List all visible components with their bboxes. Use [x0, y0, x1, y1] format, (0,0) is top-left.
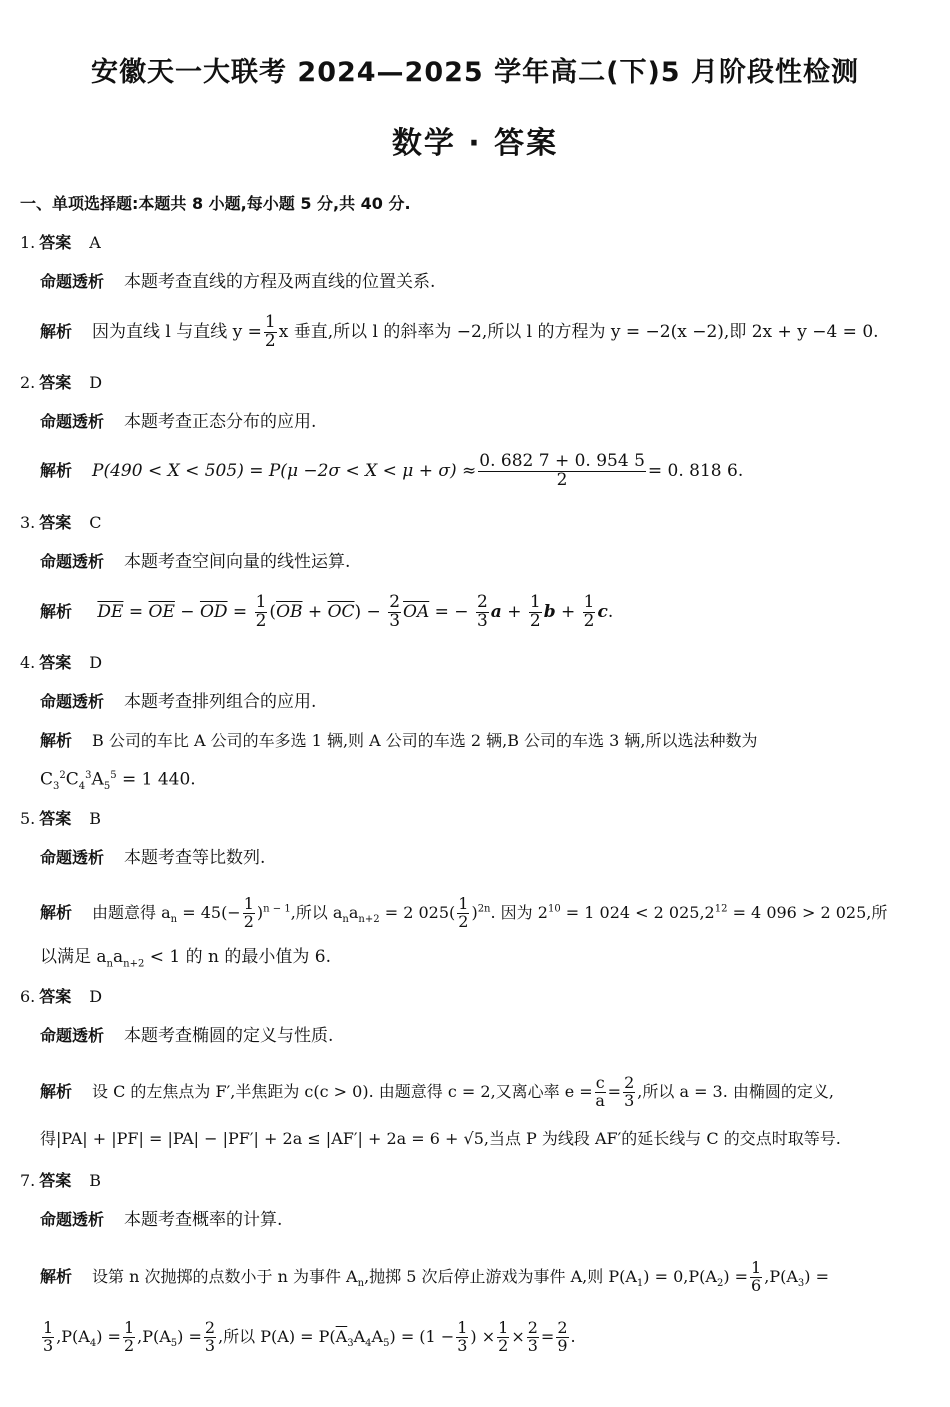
- question-5-header: 5. 答案 B: [20, 809, 102, 828]
- question-1-header: 1. 答案 A: [20, 233, 101, 252]
- question-3-header: 3. 答案 C: [20, 513, 102, 532]
- question-5-analysis: 解析 由题意得 $a_n = 45(-$ $\frac{1}{2}$ )$^{n - 1}$,所以 $a_na_{n+2} = 2$ 025( $\frac{1}{2}$ )$^{2n}$. 因为 $2^{10} = 1$ 024 < 2 025,2$^{12}$ = 4 096 > 2 025,所: [40, 894, 888, 931]
- question-7-analysis: 解析 设第 n 次抛掷的点数小于 n 为事件 $A_n$,抛掷 5 次后停止游戏为事件 A,则 $P(A_1) = 0,P(A_2)$ = $\frac{1}{6}$ $,P(A_3)$ =: [40, 1258, 829, 1295]
- question-2-analysis: 解析 P(490 < X < 505) = P(μ −2σ < X < μ + σ) ≈ $\frac{0. 682 7 + 0. 954 5}{2}$ = 0. 818 6.: [40, 451, 744, 490]
- question-2-intent: 命题透析 本题考查正态分布的应用.: [40, 412, 317, 432]
- page-subtitle: 数学 · 答案: [391, 126, 559, 161]
- question-1-analysis: 解析 因为直线 l 与直线 y = $\frac{1}{2}$ x 垂直,所以 l 的斜率为 −2,所以 l 的方程为 y = −2(x −2),即 2x + y −4 = 0.: [40, 312, 879, 351]
- answer-value: D: [89, 653, 103, 672]
- question-7-intent: 命题透析 本题考查概率的计算.: [40, 1210, 283, 1230]
- question-2-header: 2. 答案 D: [20, 373, 103, 392]
- question-4-analysis: 解析 B 公司的车比 A 公司的车多选 1 辆,则 A 公司的车选 2 辆,B 公司的车选 3 辆,所以选法种数为: [40, 731, 758, 750]
- question-4-analysis-cont: $C_3^2C_4^3A_5^5 = 1$ 440.: [40, 769, 196, 793]
- question-6-intent: 命题透析 本题考查椭圆的定义与性质.: [40, 1026, 334, 1046]
- question-4-intent: 命题透析 本题考查排列组合的应用.: [40, 692, 317, 712]
- question-5-intent: 命题透析 本题考查等比数列.: [40, 848, 266, 868]
- section-heading: 一、单项选择题:本题共 8 小题,每小题 5 分,共 40 分.: [20, 194, 411, 213]
- question-7-analysis-cont: $\frac{1}{3}$ $,P(A_4)$ = $\frac{1}{2}$ $,P(A_5)$ = $\frac{2}{3}$ ,所以 $P(A) = P(\overline{A}_3A_4A_5) = (1$ − $\frac{1}{3}$ ) × $\frac{1}{2}$ × $\frac{2}{3}$ = $\frac{2}{9}$ .: [43, 1318, 576, 1355]
- answer-value: D: [89, 987, 103, 1006]
- question-3-analysis: 解析 $\overline{DE} = \overline{OE} - \overline{OD}$ = $\frac{1}{2}$ $(\overline{OB} + \overline{OC})$ − $\frac{2}{3}$ $\overline{OA}$ = − $\frac{2}{3}$ a + $\frac{1}{2}$ b + $\frac{1}{2}$ c.: [40, 592, 614, 631]
- question-6-analysis: 解析 设 C 的左焦点为 F′,半焦距为 c(c > 0). 由题意得 c = 2,又离心率 e = $\frac{c}{a}$ = $\frac{2}{3}$ ,所以 a = 3. 由椭圆的定义,: [40, 1073, 834, 1110]
- question-5-analysis-cont: 以满足 $a_na_{n+2} < 1$ 的 n 的最小值为 6.: [40, 947, 331, 970]
- question-1-intent: 命题透析 本题考查直线的方程及两直线的位置关系.: [40, 272, 436, 292]
- page-title: 安徽天一大联考 2024—2025 学年高二(下)5 月阶段性检测: [91, 57, 859, 88]
- question-6-header: 6. 答案 D: [20, 987, 103, 1006]
- question-7-header: 7. 答案 B: [20, 1171, 102, 1190]
- answer-value: B: [89, 809, 102, 828]
- question-4-header: 4. 答案 D: [20, 653, 103, 672]
- question-3-intent: 命题透析 本题考查空间向量的线性运算.: [40, 552, 351, 572]
- answer-value: D: [89, 373, 103, 392]
- answer-value: B: [89, 1171, 102, 1190]
- answer-value: A: [89, 233, 101, 252]
- question-6-analysis-cont: 得|PA| + |PF| = |PA| − |PF′| + 2a ≤ |AF′| + 2a = 6 + √5,当点 P 为线段 AF′的延长线与 C 的交点时取等号.: [40, 1129, 841, 1148]
- answer-value: C: [89, 513, 102, 532]
